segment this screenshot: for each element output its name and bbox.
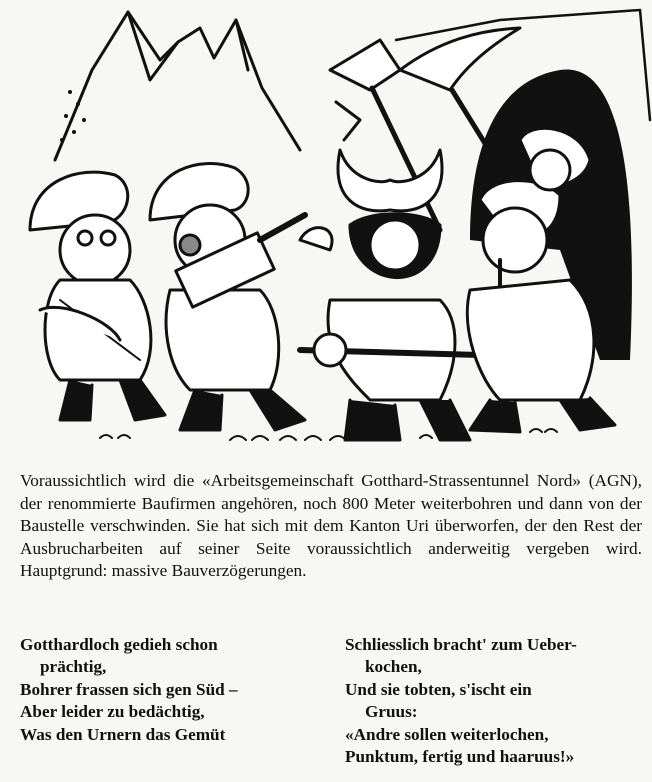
verse-left-column (20, 634, 320, 746)
verse-line: «Andre sollen weiterlochen, (345, 724, 549, 744)
verse-line: kochen, (365, 657, 422, 677)
verse-line: Und sie tobten, s'ischt ein (345, 679, 532, 699)
worker-left (30, 172, 165, 420)
verse-line: Gotthardloch gedieh schon (20, 635, 218, 654)
verse-line: Gruus: (365, 702, 418, 722)
verse-right-column (345, 634, 645, 768)
verse-line: Schliesslich bracht' zum Ueber- (345, 635, 577, 654)
verse-line: Aber leider zu bedächtig, (20, 702, 205, 722)
worker-with-drill (150, 164, 305, 430)
verse-line: Punktum, fertig und haaruus!» (345, 747, 575, 767)
mountain-peaks (55, 12, 300, 160)
verse-line: Bohrer frassen sich gen Süd – (20, 679, 238, 699)
verse-line: Was den Urnern das Gemüt (20, 724, 226, 744)
article-caption: Voraussichtlich wird die «Arbeitsgemeinschaft Gotthard-Strassentunnel Nord» (AGN), der renommierte Baufirmen angehören, noch 800 Meter weiterbohren und dann von der Baustelle verschwinden. Sie hat sich mit dem Kanton Uri überworfen, der den Rest der Ausbrucharbeiten auf seiner Seite voraussichtlich anderweitig vergeben wird. Hauptgrund: massive Bauverzögerungen. (20, 471, 642, 580)
viking-figure (300, 150, 480, 440)
verse-line: prächtig, (40, 657, 107, 677)
